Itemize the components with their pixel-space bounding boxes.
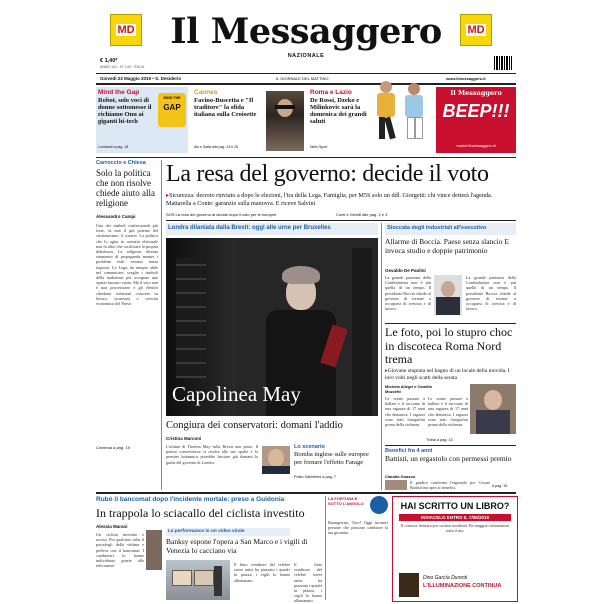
venezia-body-2: Il finto venditore del celebre street artist ha piazzato i quadri in piazza, i vigili lo hanno allontanato. <box>294 562 322 604</box>
bottom-banner: Rubò il bancomat dopo l'incidente mortale: preso a Guidonia <box>96 496 285 503</box>
masthead-title: Il Messaggero <box>170 11 442 52</box>
md-logo-left: MD <box>110 14 142 46</box>
gap-logo: MIND THE GAP <box>158 93 186 127</box>
stupro-summary: ▸Giovane stuprata nel bagno di un locale della movida. I loro volti negli scatti della serata <box>385 368 510 381</box>
bottom-headline: In trappola lo sciacallo del ciclista investito <box>96 506 305 520</box>
brexit-headline: Congiura dei conservatori: domani l'addio <box>166 420 343 431</box>
discoteca-photo <box>470 384 516 434</box>
teaser-beep[interactable]: Il Messaggero BEEP!!! motori.ilmessaggero.it <box>436 87 516 153</box>
stupro-body-2: Le serate passate a ballare e il racconto di una ragazza di 17 anni che denuncia. I ragazzi sono stati fotografati prima della violenza. <box>428 396 468 428</box>
boccia-photo <box>434 275 462 315</box>
main-ref: Conti e Gentili alle pag. 2 e 3 <box>336 212 388 217</box>
banksy-photo <box>166 560 230 600</box>
venezia-headline: Banksy espone l'opera a San Marco e i vigili di Venezia lo cacciano via <box>166 537 308 555</box>
brexit-banner: Londra dilaniata dalla Brexit: oggi alle urne per Bruxelles <box>166 223 378 235</box>
libro-ad[interactable]: HAI SCRITTO UN LIBRO? INVIACELO ENTRO IL 7/06/2019 Il concorso letterario per scrittori esordienti. Per maggiori informazioni visita il sito. Dino García Durenti L'ILLUMINAZIONE CONTINUA <box>392 496 518 602</box>
price: € 1,40* <box>100 58 118 64</box>
brexit-author: Cristina Marconi <box>166 436 202 441</box>
newspaper-page <box>96 0 516 604</box>
benefici-text: Battisti, un ergastolo con permessi premio <box>385 454 512 463</box>
md-logo-right: MD <box>460 14 492 46</box>
industriali-body: La grande pazienza della Confindustria non è più quella di un tempo. Il presidente Boccia chiede al governo di tornare a occuparsi di crescita e di lavoro. <box>385 275 431 312</box>
benefici-author: Claudia Guasco <box>385 474 416 479</box>
teaser-roma-lazio[interactable]: Roma e Lazio De Rossi, Dzeko e Milinkovic sarà la domenica dei grandi saluti Nello Sport <box>308 87 432 153</box>
stupro-headline: Le foto, poi lo stupro choc in discoteca Roma Nord trema <box>385 325 513 366</box>
industriali-body-2: La grande pazienza della Confindustria non è più quella di un tempo. Il presidente Boccia chiede al governo di tornare a occuparsi di crescita e di lavoro. <box>466 275 516 312</box>
barcode-icon <box>494 56 512 70</box>
teaser-row <box>96 87 516 157</box>
industriali-headline: Allarme di Boccia. Paese senza slancio E invoca studio e doppie patrimonio <box>385 237 509 255</box>
venezia-body: Il finto venditore del celebre street artist ha piazzato i quadri in piazza, i vigili lo hanno allontanato. <box>234 562 290 583</box>
main-summary: ▸Sicurezza: decreto rinviato a dopo le elezioni, l'ira della Lega. Famiglia, per M5S solo un ddl. Giorgetti: chi vince detterà l'agenda. Mattarella a Conte: garanzie sulla manovra. E riceve Salvini <box>166 192 493 207</box>
tagline: IL GIORNALE DEL MATTINO <box>276 76 329 81</box>
main-headline: La resa del governo: decide il voto <box>166 161 489 187</box>
main-subline: SOS La resa del governo ai decide dopo il voto per le europee <box>166 212 277 217</box>
stupro-body: Le serate passate a ballare e il racconto di una ragazza di 17 anni che denuncia. I ragazzi sono stati fotografati prima della violenza. <box>385 396 425 428</box>
stupro-authors: Michela Allegri e Camilla Mozzetti <box>385 384 432 394</box>
date-line: Giovedì 23 Maggio 2019 • S. Desiderio <box>100 76 182 81</box>
teaser-mind-the-gap[interactable]: Mind the Gap Robot, solo voci di donne sottomesse il richiamo Onu ai giganti hi-tech Lombardi a pag. 18 MIND THE GAP <box>96 87 188 153</box>
benefici-kicker: Benefici fra 4 anni <box>385 448 433 454</box>
farage-photo <box>262 446 290 474</box>
fortuna-logo <box>370 496 388 514</box>
left-column-article: Carroccio e Chiesa Solo la politica che non risolve chiede aiuto alla religione Alessandro Campi Uno dei simboli confessionali più forte, se non il più potente del cristianesimo: il rosario. La politica che lo agita in comizio elettorale non fa altro che certificare la propria debolezza. La religione diventa strumento di propaganda mentre i problemi reali restano senza risposta. La Lega, da sempre abile nel comunicare, sceglie i simboli della tradizione per occupare uno spazio lasciato vuoto. Ma il voto non è una processione e gli elettori chiedono soluzioni concrete su lavoro, sicurezza e crescita economica del Paese. Continua a pag. 19 <box>96 160 158 450</box>
scenario-text: Bomba inglese sulle europee per frenare l'effetto Farage <box>294 451 369 466</box>
edition-label: NAZIONALE <box>287 53 325 59</box>
book-cover-icon <box>399 573 419 597</box>
battisti-photo <box>385 480 407 490</box>
brexit-body: L'ultima di Theresa May sulla Brexit non piace. Il partito conservatore si rivolta alle sue spalle e la premier britannica potrebbe lasciare già domani la guida del governo di Londra. <box>166 444 258 465</box>
scenario-ref: Polito Salimbeni a pag. 7 <box>294 475 337 479</box>
benefici-ref: A pag. 15 <box>492 484 508 488</box>
teaser-cannes[interactable]: Cannes Favino-Buscetta e "Il traditore" la sfida italiana sulla Croisette Ale e Satta alle pag. 24 e 25 <box>192 87 304 153</box>
benefici-body: Il giudice conferma l'ergastolo per Cesare Battisti ma apre ai benefici. <box>410 480 490 491</box>
photo-caption-capolinea: Capolinea May <box>172 382 301 406</box>
scenario-kicker: Lo scenario <box>294 444 325 450</box>
website[interactable]: www.ilmessaggero.it <box>446 76 486 81</box>
bottom-author: Alessia Marani <box>96 524 128 529</box>
ciclista-photo <box>146 530 162 570</box>
industriali-author: Osvaldo De Paolini <box>385 268 426 273</box>
favino-photo <box>266 91 304 151</box>
vat-line: ANNO 141 - N° 140 · ITALIA <box>100 65 145 69</box>
stupro-ref: Trotta a pag. 13 <box>426 438 453 442</box>
footballers-photo <box>374 73 432 153</box>
bottom-body: Un ciclista investito e ucciso. Poi qualcuno ruba il portafogli della vittima e preleva con il bancomat. I carabinieri lo hanno individuato grazie alle telecamere. <box>96 532 144 569</box>
fortuna-box: LA FORTUNA E SOTTO L'ANGOLO Buongiorno, Toro! Oggi incontri persone che possono cambiare la tua giornata. <box>328 496 388 536</box>
venezia-kicker-bar: La performance in un video virale <box>166 528 290 536</box>
industriali-banner: Stoccata degli industriali all'esecutivo <box>385 223 516 235</box>
